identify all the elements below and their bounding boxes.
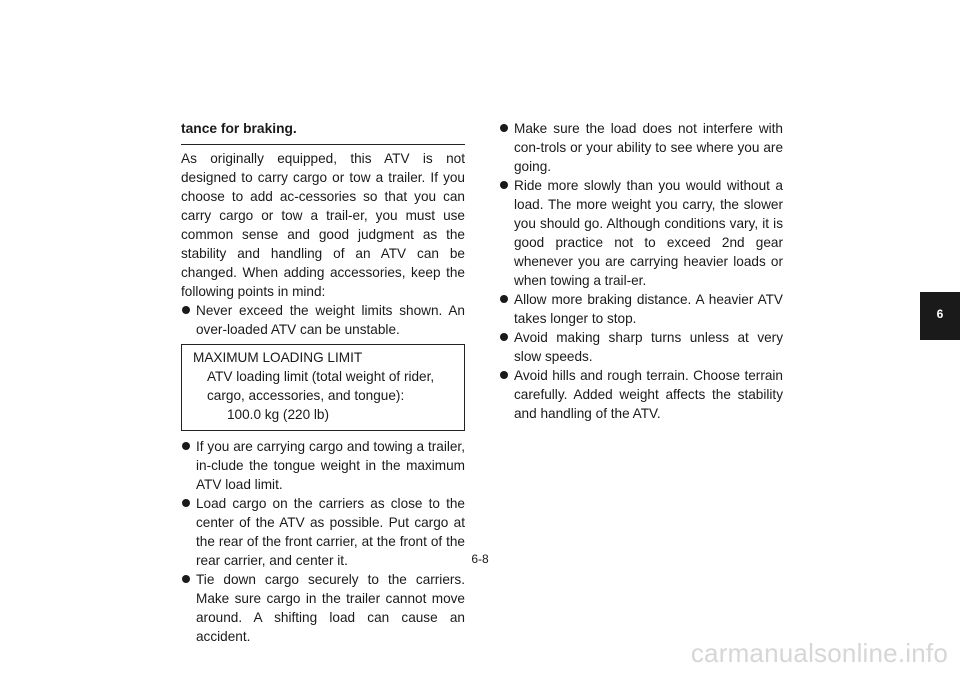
loading-limit-value: 100.0 kg (220 lb): [227, 407, 330, 422]
list-item-text: Load cargo on the carriers as close to the center of the ATV as possible. Put cargo at the rear of the front carrier, at the front of the rear carrier, and center it.: [196, 496, 465, 568]
bullet-icon: [500, 333, 508, 341]
section-tab: [920, 292, 960, 340]
bullet-icon: [500, 124, 508, 132]
list-item-text: Make sure the load does not interfere with con-trols or your ability to see where you are going.: [514, 121, 783, 174]
list-item: [499, 176, 783, 290]
loading-limit-box: [181, 344, 465, 431]
list-item: [181, 570, 465, 646]
watermark: carmanualsonline.info: [690, 638, 948, 668]
list-item: [499, 119, 783, 176]
list-item: [499, 366, 783, 423]
bullet-icon: [182, 306, 190, 314]
list-item-text: Never exceed the weight limits shown. An over-loaded ATV can be unstable.: [196, 303, 465, 337]
list-item-text: Allow more braking distance. A heavier ATV takes longer to stop.: [514, 292, 783, 326]
bullet-icon: [182, 442, 190, 450]
loading-limit-title: MAXIMUM LOADING LIMIT: [193, 350, 363, 365]
list-item: [181, 437, 465, 494]
list-item-text: If you are carrying cargo and towing a trailer, in-clude the tongue weight in the maximum ATV load limit.: [196, 439, 465, 492]
list-item: [181, 301, 465, 339]
list-item: [499, 328, 783, 366]
bullet-icon: [500, 181, 508, 189]
intro-paragraph: As originally equipped, this ATV is not designed to carry cargo or tow a trailer. If you choose to add ac-cessories so that you can carry cargo or tow a trail-er, you must use common sense and good judgment as the stability and handling of an ATV can be changed. When adding accessories, keep the following points in mind:: [181, 151, 465, 299]
page-number: 6-8: [471, 552, 489, 566]
right-column: [499, 119, 783, 423]
left-column: [181, 119, 465, 646]
section-heading: tance for braking.: [181, 119, 465, 145]
list-item-text: Avoid making sharp turns unless at very slow speeds.: [514, 330, 783, 364]
bullet-icon: [182, 499, 190, 507]
bullet-icon: [500, 295, 508, 303]
list-item-text: Tie down cargo securely to the carriers. Make sure cargo in the trailer cannot move around. A shifting load can cause an accident.: [196, 572, 465, 644]
list-item: [499, 290, 783, 328]
bullet-icon: [182, 575, 190, 583]
loading-limit-description: ATV loading limit (total weight of rider, cargo, accessories, and tongue):: [207, 369, 435, 403]
section-tab-label: 6: [936, 307, 944, 321]
list-item-text: Ride more slowly than you would without a load. The more weight you carry, the slower you should go. Although conditions vary, it is good practice not to exceed 2nd gear whenever you are carrying heavier loads or when towing a trail-er.: [514, 178, 783, 288]
bullet-icon: [500, 371, 508, 379]
list-item-text: Avoid hills and rough terrain. Choose terrain carefully. Added weight affects the stability and handling of the ATV.: [514, 368, 783, 421]
